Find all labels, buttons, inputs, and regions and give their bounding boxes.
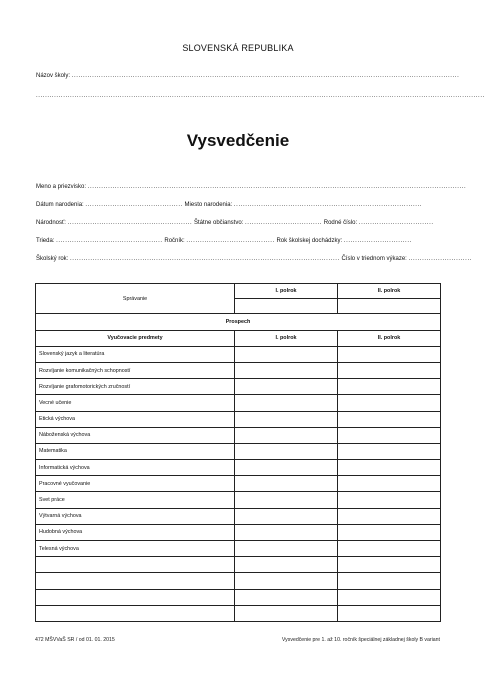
table-row — [36, 492, 441, 508]
table-row — [36, 395, 441, 411]
table-row — [36, 589, 441, 605]
subject-term2-grade[interactable] — [338, 605, 441, 621]
subject-term1-grade[interactable] — [235, 492, 338, 508]
page-title: Vysvedčenie — [186, 131, 290, 150]
subject-term1-grade[interactable] — [235, 573, 338, 589]
citizenship-label: Štátne občianstvo: — [193, 220, 244, 226]
subject-term2-grade[interactable] — [338, 557, 441, 573]
birthplace-label: Miesto narodenia: — [184, 202, 233, 208]
school-name-dots: ........................................................................................................................................................................... — [71, 73, 460, 79]
subject-name: Pracovné vyučovanie — [36, 476, 235, 492]
subject-rows — [36, 346, 441, 621]
grade-dots: ....................................... — [186, 238, 275, 244]
name-line — [36, 184, 467, 190]
subject-name: Náboženská výchova — [36, 427, 235, 443]
table-row — [36, 476, 441, 492]
school-name-label: Názov školy: — [36, 73, 71, 79]
behavior-term1-header: I. polrok — [235, 284, 338, 299]
subject-term2-grade[interactable] — [338, 541, 441, 557]
subject-term2-grade[interactable] — [338, 362, 441, 378]
citizenship-dots: .................................. — [245, 220, 323, 226]
subject-name: Matematika — [36, 443, 235, 459]
subject-name — [36, 589, 235, 605]
subject-term2-grade[interactable] — [338, 492, 441, 508]
subject-term1-grade[interactable] — [235, 427, 338, 443]
behavior-term2-header: II. polrok — [338, 284, 441, 299]
subject-term1-grade[interactable] — [235, 460, 338, 476]
subject-term1-grade[interactable] — [235, 605, 338, 621]
table-row — [36, 427, 441, 443]
subject-term2-grade[interactable] — [338, 443, 441, 459]
table-row — [36, 508, 441, 524]
register-number-dots: ............................ — [408, 256, 472, 262]
subjects-term2-header: II. polrok — [338, 330, 441, 346]
behavior-label: Správanie — [122, 295, 148, 302]
subject-name: Vecné učenie — [36, 395, 235, 411]
table-row — [36, 573, 441, 589]
subject-term2-grade[interactable] — [338, 346, 441, 362]
subject-term1-grade[interactable] — [235, 411, 338, 427]
table-row — [36, 443, 441, 459]
school-name-continuation — [36, 93, 485, 99]
table-row — [36, 346, 441, 362]
birthnumber-dots: ................................. — [358, 220, 434, 226]
birthnumber-label: Rodné číslo: — [323, 220, 358, 226]
table-row — [36, 411, 441, 427]
nationality-line — [36, 220, 440, 226]
subjects-term1-header: I. polrok — [235, 330, 338, 346]
class-label: Trieda: — [36, 238, 55, 244]
name-label: Meno a priezvisko: — [36, 184, 87, 190]
subject-term2-grade[interactable] — [338, 508, 441, 524]
table-row — [36, 557, 441, 573]
birthdate-label: Dátum narodenia: — [36, 202, 84, 208]
prospech-header: Prospech — [36, 314, 441, 330]
subject-term1-grade[interactable] — [235, 443, 338, 459]
subject-term1-grade[interactable] — [235, 379, 338, 395]
schoolyear-line — [36, 256, 472, 262]
subject-term2-grade[interactable] — [338, 460, 441, 476]
nationality-label: Národnosť: — [36, 220, 66, 226]
behavior-label-cell — [36, 284, 235, 314]
subject-term1-grade[interactable] — [235, 589, 338, 605]
table-row — [36, 605, 441, 621]
behavior-term2-cell[interactable] — [338, 299, 441, 314]
class-line — [36, 238, 440, 244]
subject-term2-grade[interactable] — [338, 476, 441, 492]
subject-term1-grade[interactable] — [235, 395, 338, 411]
schoolyear-dots: ....................................................................................................................... — [70, 256, 340, 262]
subject-name: Výtvarná výchova — [36, 508, 235, 524]
republic-heading: SLOVENSKÁ REPUBLIKA — [182, 43, 294, 53]
attendance-label: Rok školskej dochádzky: — [276, 238, 343, 244]
grade-label: Ročník: — [164, 238, 185, 244]
subject-term1-grade[interactable] — [235, 524, 338, 540]
subject-term1-grade[interactable] — [235, 362, 338, 378]
subject-term2-grade[interactable] — [338, 395, 441, 411]
subject-term1-grade[interactable] — [235, 346, 338, 362]
subjects-header: Vyučovacie predmety — [36, 330, 235, 346]
footer-left: 472 MŠVVaŠ SR / od 01. 01. 2015 — [35, 637, 115, 643]
subject-term2-grade[interactable] — [338, 379, 441, 395]
subject-name: Slovenský jazyk a literatúra — [36, 346, 235, 362]
subject-term2-grade[interactable] — [338, 573, 441, 589]
subject-name — [36, 557, 235, 573]
table-row — [36, 524, 441, 540]
grades-table — [35, 283, 441, 622]
subject-term1-grade[interactable] — [235, 508, 338, 524]
subject-term2-grade[interactable] — [338, 411, 441, 427]
subject-name: Svet práce — [36, 492, 235, 508]
subject-term1-grade[interactable] — [235, 476, 338, 492]
birthplace-dots: ................................................................................... — [233, 202, 423, 208]
subject-name: Rozvíjanie grafomotorických zručností — [36, 379, 235, 395]
name-dots: ....................................................................................................................................................................... — [87, 184, 467, 190]
subject-name: Informatická výchova — [36, 460, 235, 476]
register-number-label: Číslo v triednom výkaze: — [341, 256, 407, 262]
subject-term2-grade[interactable] — [338, 427, 441, 443]
subject-name: Etická výchova — [36, 411, 235, 427]
subject-name: Rozvíjanie komunikačných schopností — [36, 362, 235, 378]
school-name-line — [36, 73, 460, 79]
subject-name: Hudobná výchova — [36, 524, 235, 540]
behavior-term1-cell[interactable] — [235, 299, 338, 314]
footer-right: Vysvedčenie pre 1. až 10. ročník špeciálnej základnej školy B variant — [281, 637, 440, 643]
birth-line — [36, 202, 440, 208]
subject-term2-grade[interactable] — [338, 524, 441, 540]
nationality-dots: ....................................................... — [67, 220, 193, 226]
subject-name: Telesná výchova — [36, 541, 235, 557]
table-row — [36, 362, 441, 378]
school-name-continuation-dots: ...................................................................................................................................................................................................... — [36, 93, 485, 99]
class-dots: ............................................... — [56, 238, 163, 244]
schoolyear-label: Školský rok: — [36, 256, 69, 262]
subject-term2-grade[interactable] — [338, 589, 441, 605]
birthdate-dots: ........................................... — [85, 202, 183, 208]
attendance-dots: .............................. — [343, 238, 412, 244]
table-row — [36, 541, 441, 557]
subject-term1-grade[interactable] — [235, 557, 338, 573]
table-row — [36, 460, 441, 476]
subject-name — [36, 605, 235, 621]
table-row — [36, 379, 441, 395]
subject-name — [36, 573, 235, 589]
subject-term1-grade[interactable] — [235, 541, 338, 557]
